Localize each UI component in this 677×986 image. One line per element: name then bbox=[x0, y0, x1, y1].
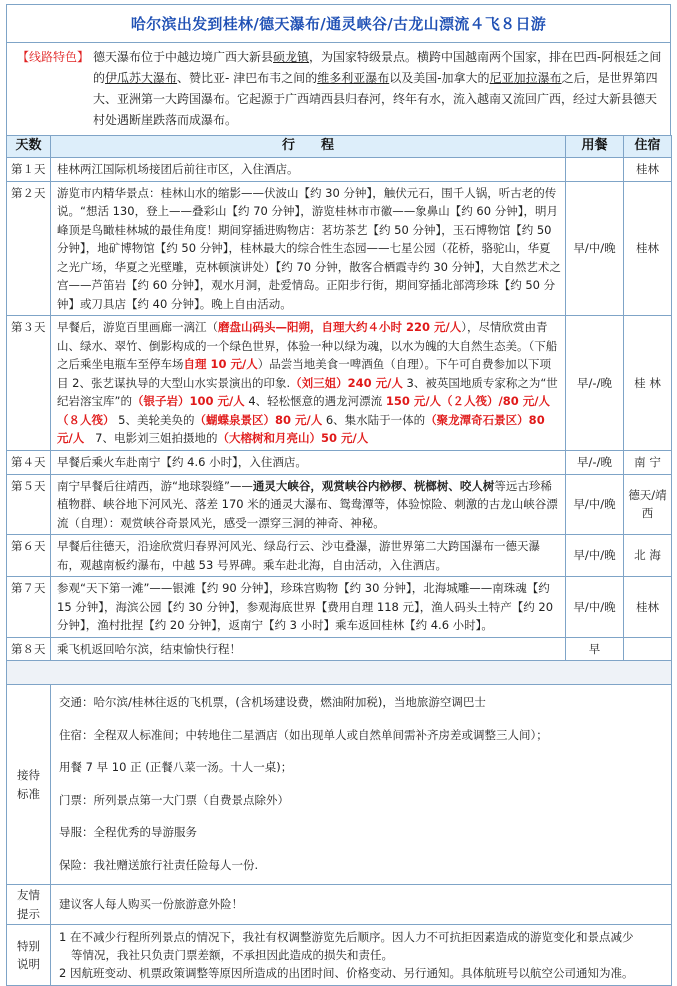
day-label: 第５天 bbox=[7, 474, 51, 535]
desc-price: （刘三姐）240 元/人 bbox=[290, 375, 403, 390]
desc-price: （蝴蝶泉景区）80 元/人 bbox=[194, 412, 323, 427]
day-meal: 早/中/晚 bbox=[566, 181, 624, 316]
desc-text: 南宁早餐后往靖西，游“地球裂缝”—— bbox=[57, 478, 253, 493]
reminder-row bbox=[7, 885, 672, 925]
day-stay: 桂林 bbox=[624, 181, 672, 316]
desc-price: 150 元/人（２人筏）/80 元/人（８人筏） bbox=[57, 394, 550, 427]
standard-guide: 导服：全程优秀的导游服务 bbox=[59, 825, 197, 839]
feature-text: 之后，是世界第四大、亚洲第一大跨国瀑布。它起源于广西靖西县归春河，终年有水，流入越南又流回广西，经过大新县德天村处遇断崖跌落而成瀑布。 bbox=[93, 71, 658, 127]
feature-text: 、赞比亚- 津巴布韦之间的 bbox=[177, 71, 318, 85]
header-day: 天数 bbox=[7, 136, 51, 158]
desc-text: 早餐后，游览百里画廊一漓江（ bbox=[57, 320, 218, 334]
tour-document bbox=[6, 4, 671, 986]
desc-text: 3、被英国地质专家称之为“世纪岩溶宝库”的 bbox=[57, 375, 558, 408]
day-label: 第３天 bbox=[7, 316, 51, 451]
day-description: 早餐后乘火车赴南宁【约 4.6 小时】，入住酒店。 bbox=[51, 450, 566, 474]
standards-label-line: 接待 bbox=[17, 768, 40, 782]
desc-text: 4、轻松惬意的遇龙河漂流 bbox=[248, 394, 383, 408]
day-meal: 早/中/晚 bbox=[566, 577, 624, 638]
desc-text: 5、美轮美奂的 bbox=[118, 412, 195, 427]
standard-tickets: 门票：所列景点第一大门票（自费景点除外） bbox=[59, 792, 289, 807]
table-row bbox=[7, 535, 672, 577]
day-description: 游览市内精华景点：桂林山水的缩影——伏波山【约 30 分钟】，触伏元石，围千人锅，听古老的传说。“想活 130，登上——叠彩山【约 70 分钟】，游览桂林市市徽——象鼻山【约 60 分钟】，明月峰顶是鸟瞰桂林城的最佳角度！期间穿插进购物店：茗坊茶艺【约 50 分钟】，玉石博物馆【约 50 分钟】，地矿博物馆【约 50 分钟】，桂林最大的综合性生态园——七星公园（花桥，骆驼山，华夏之光广场，华夏之光壁雕，克林顿演讲处）【约 70 分钟，散客合栖霞寺约 30 分钟】，大自然艺术之宫——芦笛岩【约 60 分钟】，观水月洞，赴爱情岛。正阳步行街，期间穿插北部湾珍珠【约 50 分钟】或刀具店【约 40 分钟】。晚上自由活动。 bbox=[51, 181, 566, 316]
standards-label-line: 标准 bbox=[17, 786, 40, 801]
feature-link-shuolong: 硕龙镇 bbox=[273, 50, 310, 64]
day-meal bbox=[566, 158, 624, 182]
title-bar bbox=[6, 4, 671, 42]
desc-price: 自理 10 元/人 bbox=[183, 357, 258, 371]
notes-body bbox=[51, 925, 672, 986]
notes-label bbox=[7, 925, 51, 986]
day-description: 早餐后往德天，沿途欣赏归春界河风光、绿岛行云、沙屯叠瀑，游世界第二大跨国瀑布一德天瀑布，观越南板约瀑布，中越 53 号界碑。乘车赴北海，自由活动，入住酒店。 bbox=[51, 535, 566, 577]
standards-row bbox=[7, 685, 672, 885]
desc-price: 磨盘山码头—阳朔，自理大约４小时 220 元/人 bbox=[218, 320, 462, 334]
standard-meals: 用餐 7 早 10 正 (正餐八菜一汤。十人一桌)； bbox=[59, 760, 293, 774]
day-description bbox=[51, 316, 566, 451]
day-stay: 德天/靖 西 bbox=[624, 474, 672, 535]
notes-label-line: 说明 bbox=[17, 957, 40, 971]
feature-link-iguazu: 伊瓜苏大瀑布 bbox=[105, 71, 178, 85]
desc-price: （银子岩）100 元/人 bbox=[131, 394, 245, 408]
day-description: 参观“天下第一滩”——银滩【约 90 分钟】，珍珠宫购物【约 30 分钟】，北海城雕——南珠魂【约 15 分钟】，海滨公园【约 30 分钟】，参观海底世界【费用自理 118 元】，渔人码头土特产【约 20 分钟】，渔村批捏【约 20 分钟】，返南宁【约 3 小时】乘车返回桂林【约 4.6 小时】。 bbox=[51, 577, 566, 638]
desc-text: ），尽情欣赏由青山、绿水、翠竹、倒影构成的一个绿色世界，体验一种以绿为魂，以水为魄的大自然生态美。（下船之后乘坐电瓶车至停车场 bbox=[57, 320, 558, 371]
desc-text: 7、电影刘三姐拍摄地的 bbox=[95, 431, 218, 445]
day-stay: 北 海 bbox=[624, 535, 672, 577]
spacer-row bbox=[7, 661, 672, 685]
feature-text: ，为国家特级景点。横跨中国越南两个国家，排在巴西-阿根廷之间的 bbox=[93, 50, 662, 85]
feature-text: 以及美国-加拿大的 bbox=[389, 71, 490, 85]
header-meal: 用餐 bbox=[566, 136, 624, 158]
day-meal: 早/-/晚 bbox=[566, 316, 624, 451]
day-stay bbox=[624, 637, 672, 661]
table-row bbox=[7, 158, 672, 182]
table-row bbox=[7, 316, 672, 451]
standard-insurance: 保险：我社赠送旅行社责任险每人一份. bbox=[59, 857, 259, 872]
feature-link-victoria: 维多利亚瀑布 bbox=[317, 71, 390, 85]
desc-text: 6、集水陆于一体的 bbox=[325, 412, 426, 427]
table-row bbox=[7, 450, 672, 474]
desc-text: 等远古珍稀植物群、峡谷地下河风光、落差 170 米的通灵大瀑布、鸳鸯潭等，体验惊险、刺激的古龙山峡谷漂流（自理）：观赏峡谷奇景风光，感受一漂穿三洞的神奇、神秘。 bbox=[57, 478, 558, 530]
day-description: 桂林两江国际机场接团后前往市区，入住酒店。 bbox=[51, 158, 566, 182]
day-meal: 早/中/晚 bbox=[566, 535, 624, 577]
reminder-text: 建议客人每人购买一份旅游意外险！ bbox=[51, 885, 672, 925]
day-description bbox=[51, 474, 566, 535]
day-label: 第１天 bbox=[7, 158, 51, 182]
day-meal: 早/中/晚 bbox=[566, 474, 624, 535]
desc-price: （聚龙潭奇石景区）80 元/人 bbox=[57, 412, 545, 445]
day-stay: 南 宁 bbox=[624, 450, 672, 474]
desc-text: ）品尝当地美食一啤酒鱼（自理）。下午可自费参加以下项目 2、张艺谋执导的大型山水实景演出的印象. bbox=[57, 357, 551, 390]
spacer-cell bbox=[7, 661, 672, 685]
standard-transport: 交通：哈尔滨/桂林往返的飞机票，(含机场建设费，燃油附加税)，当地旅游空调巴士 bbox=[59, 695, 486, 709]
reminder-label-line: 友情 bbox=[17, 888, 40, 902]
day-label: 第２天 bbox=[7, 181, 51, 316]
itinerary-table bbox=[6, 135, 672, 986]
day-label: 第７天 bbox=[7, 577, 51, 638]
standards-label bbox=[7, 685, 51, 885]
day-label: 第６天 bbox=[7, 535, 51, 577]
day-stay: 桂 林 bbox=[624, 316, 672, 451]
table-header-row bbox=[7, 136, 672, 158]
day-meal: 早 bbox=[566, 637, 624, 661]
feature-label: 【线路特色】 bbox=[17, 50, 90, 64]
note-2: 2 因航班变动、机票政策调整等原因所造成的出团时间、价格变动、另行通知。具体航班号以航空公司通知为准。 bbox=[59, 966, 634, 980]
note-1: 1 在不减少行程所列景点的情况下，我社有权调整游览先后顺序。因人力不可抗拒因素造成的游览变化和景点减少 bbox=[59, 930, 634, 944]
feature-link-niagara: 尼亚加拉瀑布 bbox=[489, 71, 562, 85]
day-label: 第４天 bbox=[7, 450, 51, 474]
table-row bbox=[7, 637, 672, 661]
day-stay: 桂林 bbox=[624, 158, 672, 182]
route-feature-section bbox=[6, 42, 671, 135]
table-row bbox=[7, 577, 672, 638]
reminder-label-line: 提示 bbox=[17, 906, 40, 921]
table-row bbox=[7, 181, 672, 316]
feature-text: 德天瀑布位于中越边境广西大新县 bbox=[93, 50, 274, 64]
header-itinerary: 行 程 bbox=[51, 136, 566, 158]
day-stay: 桂林 bbox=[624, 577, 672, 638]
day-label: 第８天 bbox=[7, 637, 51, 661]
header-stay: 住宿 bbox=[624, 136, 672, 158]
notes-row bbox=[7, 925, 672, 986]
day-description: 乘飞机返回哈尔滨，结束愉快行程！ bbox=[51, 637, 566, 661]
standard-hotel: 住宿：全程双人标准间；中转地住二星酒店（如出现单人或自然单间需补齐房差或调整三人间）； bbox=[59, 727, 548, 742]
document-title: 哈尔滨出发到桂林/德天瀑布/通灵峡谷/古龙山漂流４飞８日游 bbox=[130, 15, 547, 33]
note-1-continued: 等情况，我社只负责门票差额，不承担因此造成的损失和责任。 bbox=[71, 948, 393, 962]
desc-price: （大榕树和月亮山）50 元/人 bbox=[217, 431, 369, 445]
reminder-label bbox=[7, 885, 51, 925]
table-row bbox=[7, 474, 672, 535]
day-meal: 早/-/晚 bbox=[566, 450, 624, 474]
desc-highlight: 通灵大峡谷，观赏峡谷内桫椤、桄榔树、咬人树 bbox=[252, 478, 495, 493]
feature-description bbox=[93, 47, 664, 131]
standards-body bbox=[51, 685, 672, 885]
notes-label-line: 特别 bbox=[17, 938, 40, 953]
